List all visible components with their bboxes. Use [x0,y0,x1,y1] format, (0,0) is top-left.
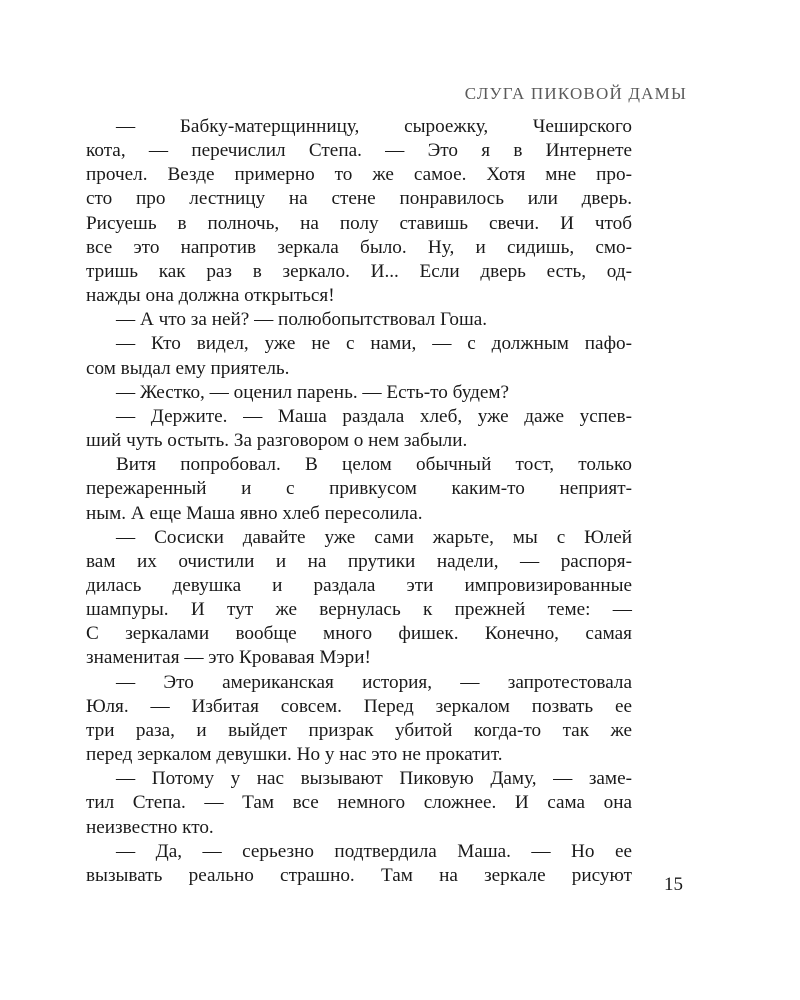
page-number: 15 [664,874,683,895]
text-line: все это напротив зеркала было. Ну, и сидишь, смо- [86,236,632,258]
text-line: сом выдал ему приятель. [86,357,290,379]
text-line: — Потому у нас вызывают Пиковую Даму, — заме- [116,768,632,790]
text-line: Рисуешь в полночь, на полу ставишь свечи. И чтоб [86,212,632,234]
text-line: Юля. — Избитая совсем. Перед зеркалом позвать ее [86,695,632,717]
text-line: — А что за ней? — полюбопытствовал Гоша. [116,309,488,331]
text-line: неизвестно кто. [86,816,214,838]
text-line: — Сосиски давайте уже сами жарьте, мы с Юлей [116,526,632,548]
text-line: ший чуть остыть. За разговором о нем забыли. [86,430,468,452]
text-line: вам их очистили и на прутики надели, — распоря- [86,550,632,572]
text-line: С зеркалами вообще много фишек. Конечно, самая [86,623,632,645]
text-line: — Кто видел, уже не с нами, — с должным пафо- [116,333,632,355]
text-line: знаменитая — это Кровавая Мэри! [86,647,371,669]
text-line: шампуры. И тут же вернулась к прежней теме: — [86,599,632,621]
text-line: три раза, и выйдет призрак убитой когда-то так же [86,719,632,741]
text-line: — Жестко, — оценил парень. — Есть-то будем? [116,381,510,403]
text-line: нажды она должна открыться! [86,285,335,307]
text-line: тил Степа. — Там все немного сложнее. И сама она [86,792,632,814]
running-head: СЛУГА ПИКОВОЙ ДАМЫ [464,84,687,103]
text-line: Витя попробовал. В целом обычный тост, только [116,454,632,476]
text-line: ным. А еще Маша явно хлеб пересолила. [86,502,423,524]
text-line: — Да, — серьезно подтвердила Маша. — Но ее [116,840,632,862]
text-line: вызывать реально страшно. Там на зеркале рисуют [86,864,632,886]
text-line: пережаренный и с привкусом каким-то неприят- [86,478,632,500]
text-line: прочел. Везде примерно то же самое. Хотя мне про- [86,164,632,186]
text-line: тришь как раз в зеркало. И... Если дверь есть, од- [86,260,632,282]
text-line: дилась девушка и раздала эти импровизированные [86,574,632,596]
text-line: кота, — перечислил Степа. — Это я в Интернете [86,140,632,162]
text-line: — Держите. — Маша раздала хлеб, уже даже успев- [116,405,632,427]
text-line: сто про лестницу на стене понравилось или дверь. [86,188,632,210]
text-line: перед зеркалом девушки. Но у нас это не прокатит. [86,744,503,766]
body-text [86,115,632,888]
text-line: — Это американская история, — запротестовала [116,671,632,693]
text-line: — Бабку-матерщинницу, сыроежку, Чеширского [116,116,632,137]
